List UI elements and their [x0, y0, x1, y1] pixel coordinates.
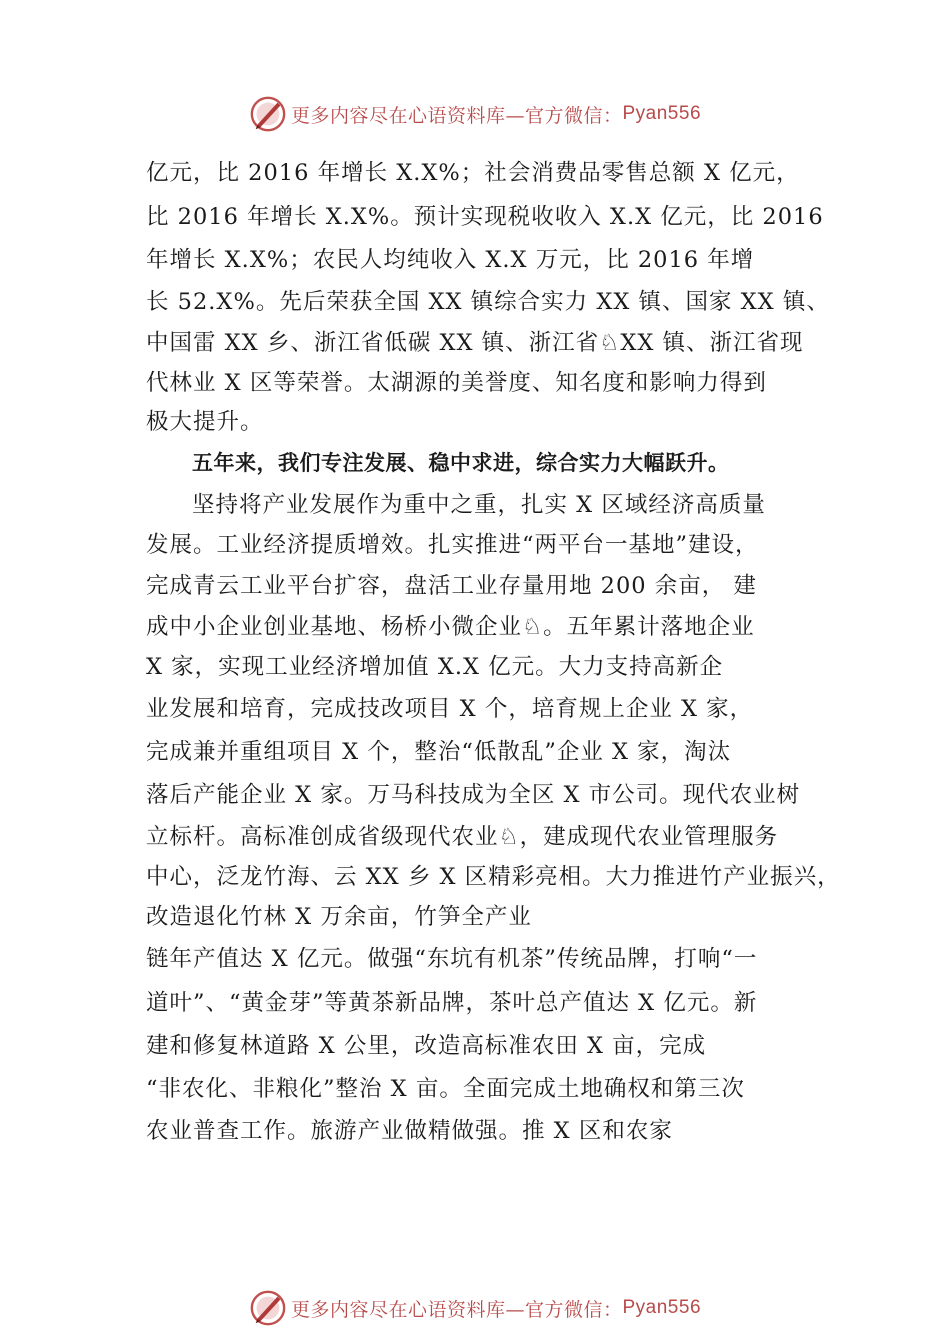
banner-text: 更多内容尽在心语资料库—官方微信： [290, 1298, 623, 1321]
wechat-id: Pyan556 [622, 1297, 702, 1318]
banner-text: 更多内容尽在心语资料库—官方微信： [290, 104, 623, 127]
text-line: 亿元，比 2016 年增长 X.X%；社会消费品零售总额 X 亿元， [146, 160, 800, 186]
text-line: 立标杆。高标准创成省级现代农业♘，建成现代农业管理服务 [146, 824, 779, 850]
text-line: “非农化、非粮化”整治 X 亩。全面完成土地确权和第三次 [146, 1076, 745, 1102]
text-line: 中国雷 XX 乡、浙江省低碳 XX 镇、浙江省♘XX 镇、浙江省现 [146, 330, 804, 356]
text-line: 成中小企业创业基地、杨桥小微企业♘。五年累计落地企业 [146, 614, 755, 640]
text-line: 农业普查工作。旅游产业做精做强。推 X 区和农家 [146, 1118, 673, 1144]
pen-seal-icon [249, 95, 287, 133]
pen-seal-icon [249, 1289, 287, 1327]
text-line: 比 2016 年增长 X.X%。预计实现税收收入 X.X 亿元，比 2016 [146, 204, 824, 230]
text-line: 建和修复林道路 X 公里，改造高标准农田 X 亩，完成 [146, 1033, 707, 1059]
text-line: 完成兼并重组项目 X 个，整治“低散乱”企业 X 家，淘汰 [146, 739, 732, 765]
text-line: 发展。工业经济提质增效。扎实推进“两平台一基地”建设， [146, 532, 759, 558]
text-line: X 家，实现工业经济增加值 X.X 亿元。大力支持高新企 [146, 654, 724, 680]
text-line: 落后产能企业 X 家。万马科技成为全区 X 市公司。现代农业树 [146, 782, 801, 808]
text-line: 中心，泛龙竹海、云 XX 乡 X 区精彩亮相。大力推进竹产业振兴， [146, 864, 841, 890]
header-banner [0, 94, 950, 134]
text-line: 代林业 X 区等荣誉。太湖源的美誉度、知名度和影响力得到 [146, 370, 767, 396]
section-heading: 五年来，我们专注发展、稳中求进，综合实力大幅跃升。 [192, 451, 730, 475]
text-line: 道叶”、“黄金芽”等黄茶新品牌，茶叶总产值达 X 亿元。新 [146, 990, 758, 1016]
text-line: 业发展和培育，完成技改项目 X 个，培育规上企业 X 家， [146, 696, 754, 722]
footer-banner [0, 1288, 950, 1328]
wechat-id: Pyan556 [622, 103, 702, 124]
text-line: 年增长 X.X%；农民人均纯收入 X.X 万元，比 2016 年增 [146, 247, 755, 273]
text-line: 链年产值达 X 亿元。做强“东坑有机茶”传统品牌，打响“一 [146, 946, 758, 972]
paragraph-first-line: 坚持将产业发展作为重中之重，扎实 X 区域经济高质量 [192, 492, 766, 518]
text-line: 长 52.X%。先后荣获全国 XX 镇综合实力 XX 镇、国家 XX 镇、 [146, 289, 830, 315]
text-line: 极大提升。 [146, 409, 264, 435]
text-line: 改造退化竹林 X 万余亩，竹笋全产业 [146, 904, 532, 930]
text-line: 完成青云工业平台扩容，盘活工业存量用地 200 余亩， 建 [146, 573, 757, 599]
